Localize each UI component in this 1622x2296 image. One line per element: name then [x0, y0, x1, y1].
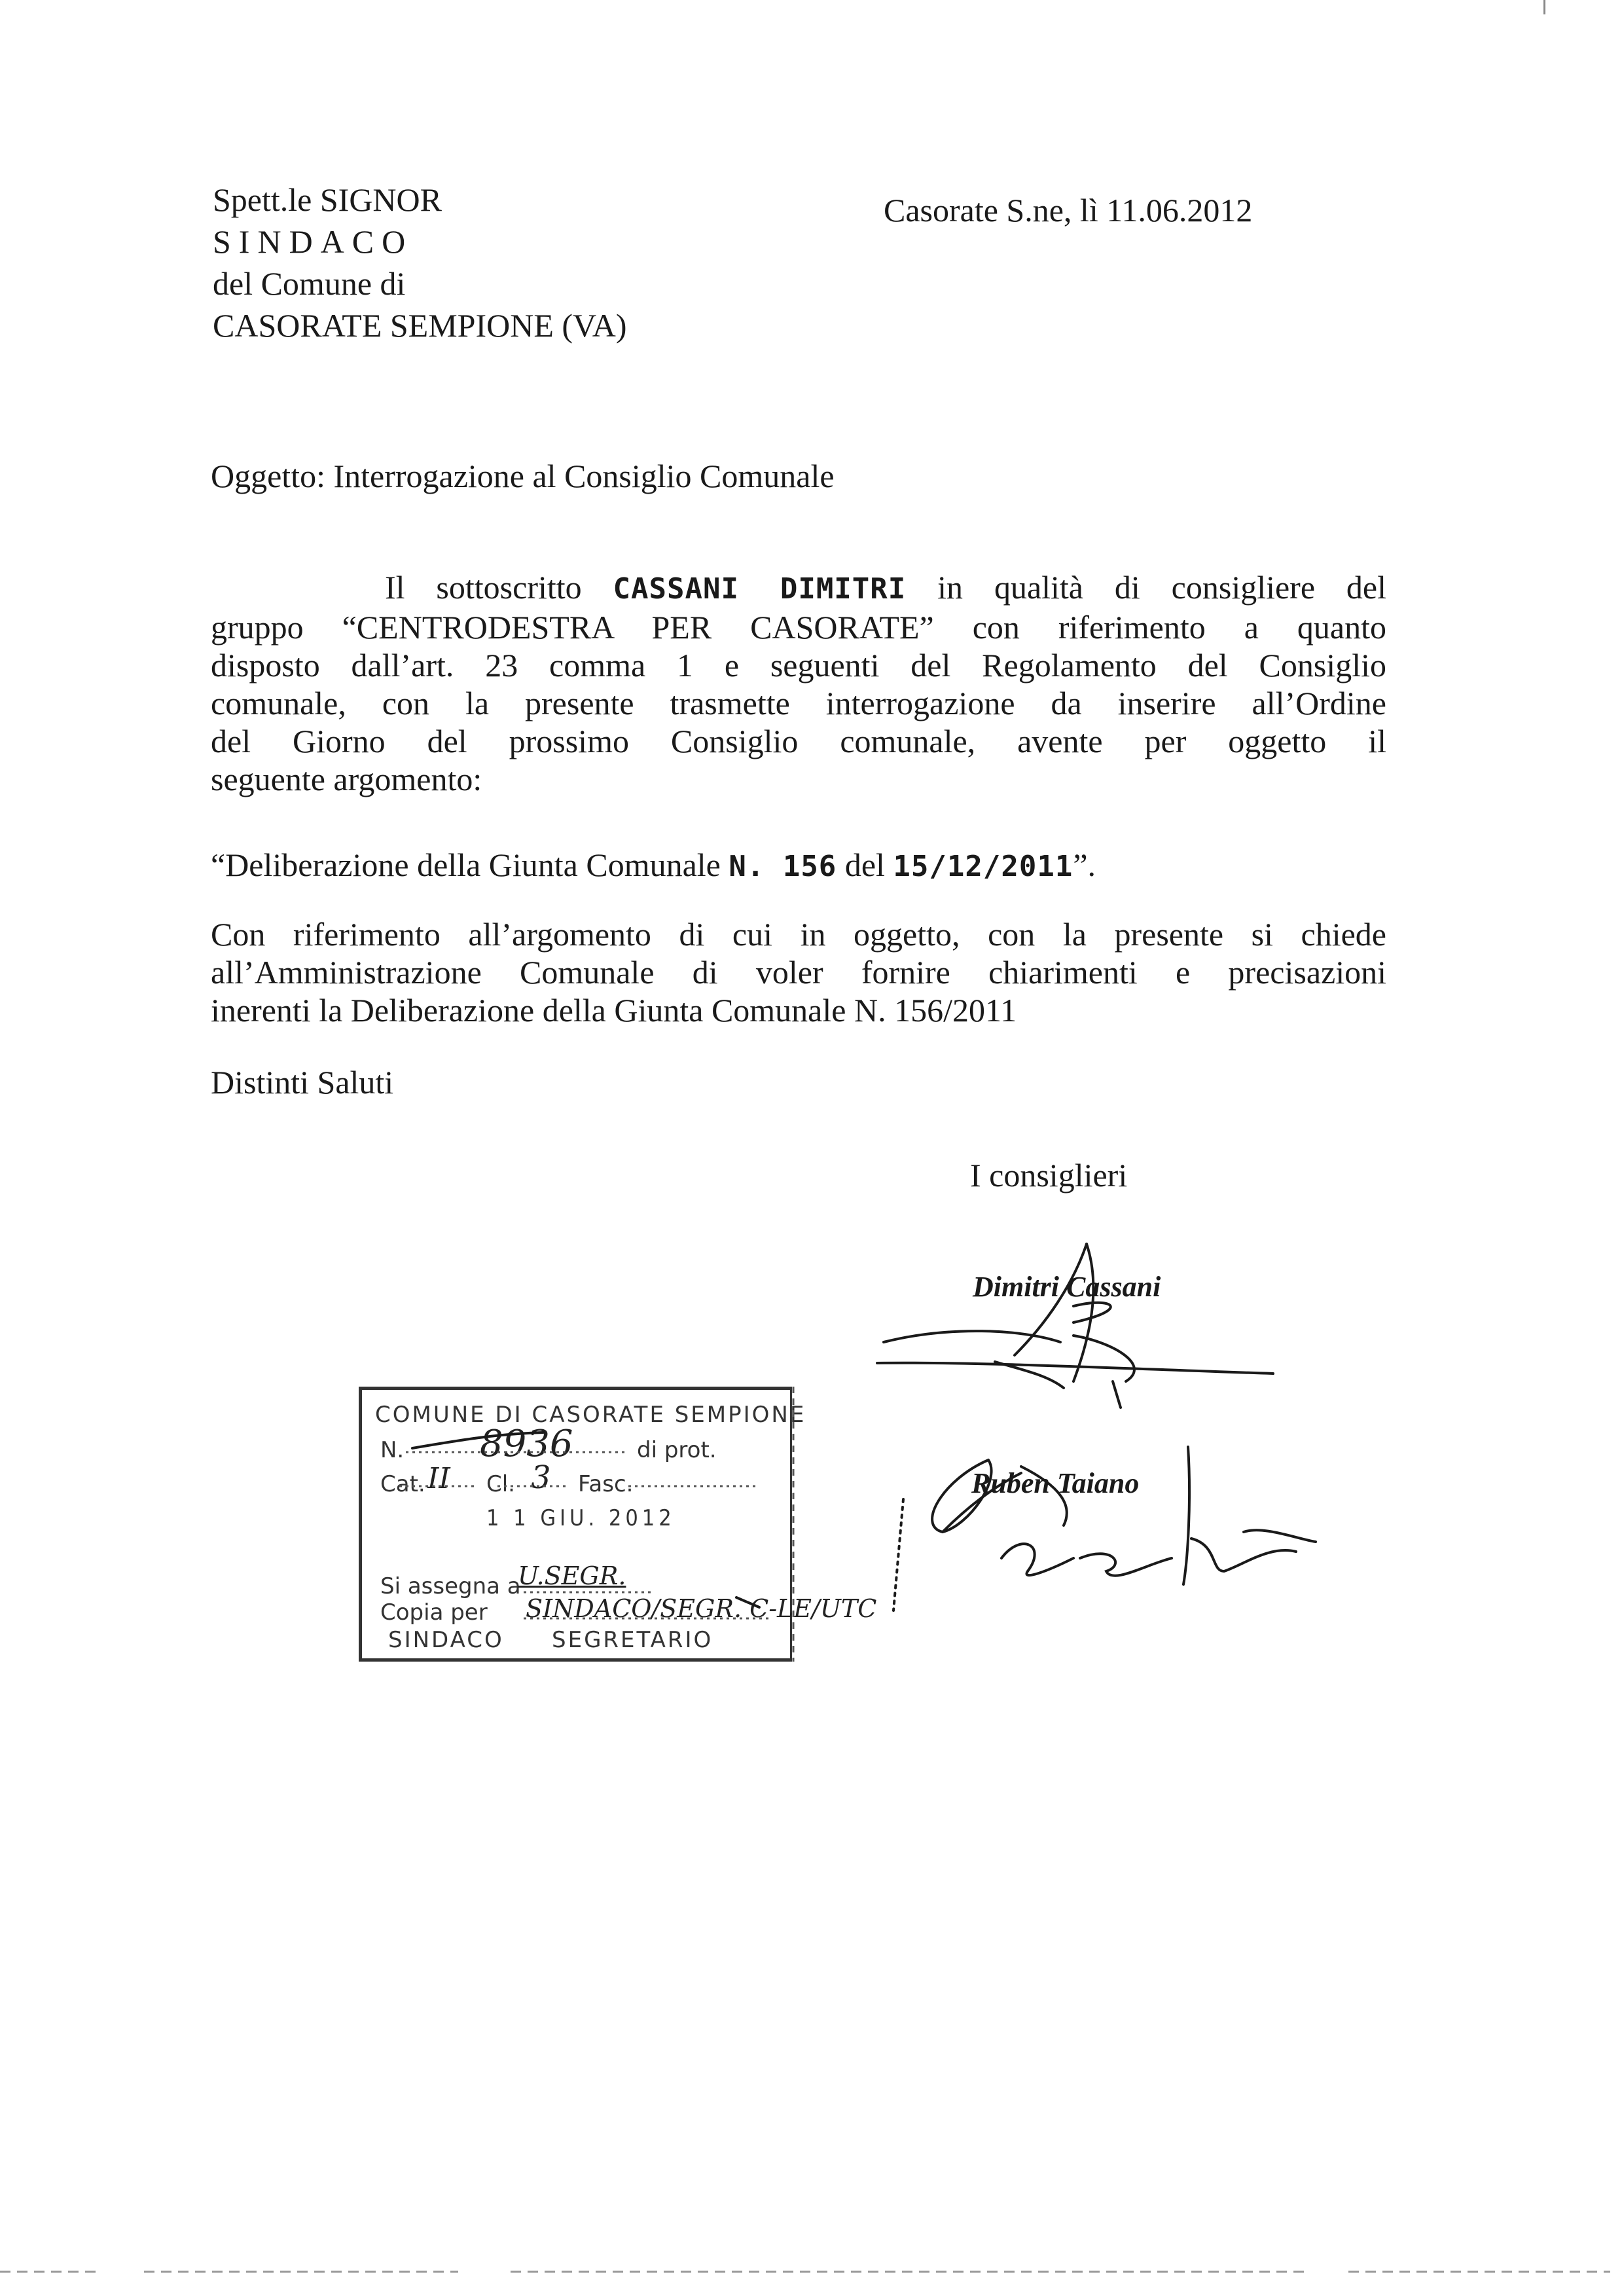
signer-name: Dimitri Cassani — [973, 1271, 1161, 1303]
handwritten-category: II — [427, 1462, 450, 1495]
paragraph-line — [211, 568, 1386, 608]
paragraph-line: disposto dall’art. 23 comma 1 e seguenti del Regolamento del Consiglio — [211, 647, 1386, 683]
recipient-line: del Comune di — [213, 265, 406, 302]
signer-name: Ruben Taiano — [971, 1467, 1140, 1499]
stamp-header: COMUNE DI CASORATE SEMPIONE — [375, 1402, 806, 1428]
handwritten-copy-to: SINDACO/SEGR. C-LE/UTC — [526, 1594, 877, 1623]
stamp-cl-label: Cl. — [486, 1471, 515, 1497]
recipient-line: CASORATE SEMPIONE (VA) — [213, 307, 627, 344]
text-span: Il sottoscritto — [385, 569, 613, 606]
signers-label: I consiglieri — [970, 1157, 1128, 1194]
stamp-segretario-label: SEGRETARIO — [552, 1627, 713, 1653]
text-span: ”. — [1073, 847, 1096, 883]
text-span: “Deliberazione della Giunta Comunale — [211, 847, 729, 883]
stamp-sindaco-label: SINDACO — [388, 1627, 504, 1653]
paragraph-line: gruppo “CENTRODESTRA PER CASORATE” con riferimento a quanto — [211, 609, 1386, 646]
protocol-stamp — [359, 1387, 877, 1662]
stamp-fasc-label: Fasc. — [578, 1471, 634, 1497]
recipient-block — [213, 178, 626, 346]
handwritten-protocol-number: 8936 — [480, 1423, 573, 1465]
recipient-line: Spett.le SIGNOR — [213, 181, 442, 218]
councillor-name: CASSANI DIMITRI — [613, 572, 907, 606]
recipient-title: SINDACO — [213, 223, 414, 260]
stamp-number-label: N. — [380, 1437, 405, 1463]
text-span: del — [837, 847, 893, 883]
deliberation-date: 15/12/2011 — [893, 850, 1073, 883]
stamp-date: 1 1 GIU. 2012 — [486, 1505, 676, 1531]
handwritten-assignee: U.SEGR. — [518, 1561, 626, 1590]
scan-mark — [1543, 0, 1545, 14]
paragraph-line: seguente argomento: — [211, 761, 482, 797]
paragraph-request — [211, 568, 1386, 798]
stamp-cat-label: Cat. — [380, 1471, 425, 1497]
place-date: Casorate S.ne, lì 11.06.2012 — [884, 192, 1253, 228]
handwritten-class: 3 — [531, 1459, 551, 1496]
deliberation-number: N. 156 — [729, 850, 837, 883]
paragraph-line: all’Amministrazione Comunale di voler fornire chiarimenti e precisazioni — [211, 954, 1386, 991]
signature-cassani — [877, 1244, 1273, 1408]
stamp-prot-label: di prot. — [637, 1437, 717, 1463]
closing-salutation: Distinti Saluti — [211, 1064, 394, 1101]
paragraph-line: Con riferimento all’argomento di cui in oggetto, con la presente si chiede — [211, 916, 1386, 953]
paragraph-line: inerenti la Deliberazione della Giunta Comunale N. 156/2011 — [211, 992, 1017, 1029]
paragraph-clarification — [211, 915, 1386, 1029]
stamp-copy-label: Copia per — [380, 1599, 488, 1626]
paragraph-line: del Giorno del prossimo Consiglio comunale, avente per oggetto il — [211, 723, 1386, 759]
stamp-assign-label: Si assegna a — [380, 1573, 521, 1599]
text-span: in qualità di consigliere del — [906, 569, 1386, 606]
subject-line: Oggetto: Interrogazione al Consiglio Comunale — [211, 458, 835, 494]
deliberation-reference — [211, 843, 1096, 888]
paragraph-line: comunale, con la presente trasmette interrogazione da inserire all’Ordine — [211, 685, 1386, 721]
